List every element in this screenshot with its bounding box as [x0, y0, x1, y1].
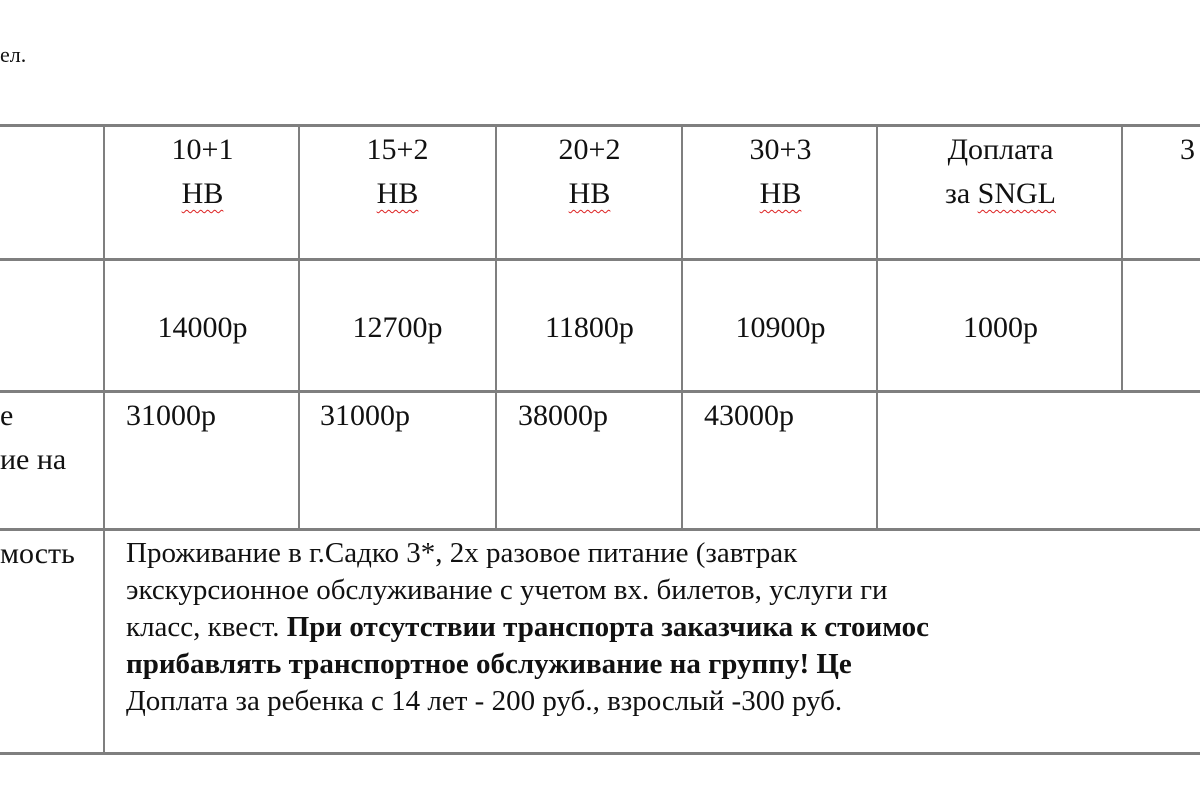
description-line-5: Доплата за ребенка с 14 лет - 200 руб., взрослый -300 руб. — [126, 685, 843, 717]
single-supplement-price: 1000р — [963, 311, 1038, 344]
header-supplement-title: Доплата — [947, 133, 1054, 166]
description-line-4: прибавлять транспортное обслуживание на группу! Це — [126, 648, 852, 680]
header-cell-30-3 — [683, 128, 878, 216]
column-divider-left — [103, 124, 105, 755]
header-count: 20+2 — [558, 133, 621, 166]
header-cell-15-2 — [300, 128, 495, 216]
row2-value-10-1: 31000р — [126, 399, 216, 432]
header-cell-clipped — [1180, 128, 1200, 172]
header-count: 30+3 — [749, 133, 812, 166]
description-line-3: класс, квест. При отсутствии транспорта заказчика к стоимос — [126, 611, 929, 643]
top-text-fragment: ел. — [0, 42, 27, 67]
price-30-3: 10900р — [735, 311, 826, 344]
header-count: 10+1 — [171, 133, 234, 166]
header-cell-single-supplement: Доплата за SNGL — [878, 128, 1123, 216]
description-line-2: экскурсионное обслуживание с учетом вх. билетов, услуги ги — [126, 574, 888, 606]
row2-left-fragment: е ие на — [0, 399, 67, 476]
package-description — [126, 535, 1200, 720]
row-divider-1 — [0, 258, 1200, 261]
header-hb: НВ — [376, 177, 419, 210]
header-hb: НВ — [568, 177, 611, 210]
price-10-1: 14000р — [157, 311, 248, 344]
table-border-bottom — [0, 752, 1200, 755]
row2-value-15-2: 31000р — [320, 399, 410, 432]
header-sngl: SNGL — [977, 177, 1056, 210]
row2-value-30-3: 43000р — [704, 399, 794, 432]
header-cell-10-1 — [105, 128, 300, 216]
header-clipped-line2: 3 — [1180, 133, 1195, 166]
header-cell-20-2 — [497, 128, 682, 216]
price-15-2: 12700р — [352, 311, 443, 344]
row-divider-2 — [0, 390, 1200, 393]
row2-value-20-2: 38000р — [518, 399, 608, 432]
table-border-top — [0, 124, 1200, 127]
row3-left-fragment: мость — [0, 537, 75, 570]
description-line-1: Проживание в г.Садко 3*, 2х разовое питание (завтрак — [126, 537, 798, 569]
header-count: 15+2 — [366, 133, 429, 166]
header-hb: НВ — [181, 177, 224, 210]
header-hb: НВ — [759, 177, 802, 210]
price-20-2: 11800р — [545, 311, 634, 344]
row-divider-3 — [0, 528, 1200, 531]
